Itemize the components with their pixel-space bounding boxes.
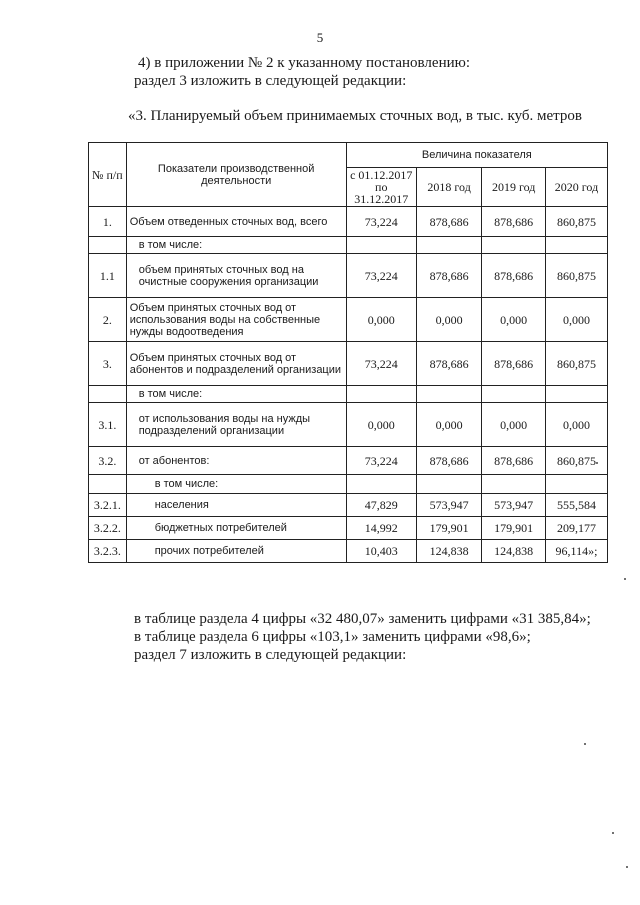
row-name: бюджетных потребителей	[126, 517, 346, 540]
row-value	[482, 237, 546, 254]
row-num: 2.	[89, 298, 127, 342]
row-value	[545, 475, 607, 494]
row-value: 0,000	[545, 403, 607, 447]
intro-line-2: раздел 3 изложить в следующей редакции:	[134, 73, 407, 89]
intro-paragraph	[134, 54, 470, 90]
row-value	[545, 237, 607, 254]
table-row	[89, 254, 608, 298]
table-row	[89, 540, 608, 563]
row-name: Объем принятых сточных вод от использования воды на собственные нужды водоотведения	[126, 298, 346, 342]
intro-line-1: 4) в приложении № 2 к указанному постановлению:	[138, 55, 470, 71]
table-row	[89, 386, 608, 403]
row-value	[346, 386, 416, 403]
scan-speck	[612, 832, 614, 834]
row-value: 179,901	[482, 517, 546, 540]
row-num: 3.	[89, 342, 127, 386]
header-period-2: 2018 год	[416, 168, 481, 207]
row-value: 124,838	[416, 540, 481, 563]
row-num	[89, 386, 127, 403]
row-value: 878,686	[416, 254, 481, 298]
amendment-line-3: раздел 7 изложить в следующей редакции:	[134, 647, 407, 663]
row-num: 3.1.	[89, 403, 127, 447]
row-name: в том числе:	[126, 386, 346, 403]
row-value: 47,829	[346, 494, 416, 517]
row-value: 124,838	[482, 540, 546, 563]
table-row	[89, 447, 608, 475]
amendment-paragraph	[134, 610, 591, 664]
row-num: 3.2.	[89, 447, 127, 475]
header-value-group: Величина показателя	[346, 143, 607, 168]
table-header-row	[89, 143, 608, 168]
row-value: 0,000	[346, 298, 416, 342]
table-title: «3. Планируемый объем принимаемых сточных вод, в тыс. куб. метров	[128, 108, 582, 124]
row-num: 3.2.3.	[89, 540, 127, 563]
row-name: в том числе:	[126, 475, 346, 494]
row-value: 0,000	[416, 298, 481, 342]
row-value	[416, 386, 481, 403]
row-value: 878,686	[482, 342, 546, 386]
row-value: 209,177	[545, 517, 607, 540]
row-value: 573,947	[416, 494, 481, 517]
header-period-3: 2019 год	[482, 168, 546, 207]
row-value	[545, 386, 607, 403]
row-value	[346, 475, 416, 494]
row-num: 3.2.2.	[89, 517, 127, 540]
row-value: 878,686	[482, 207, 546, 237]
row-value: 878,686	[416, 207, 481, 237]
row-value	[416, 237, 481, 254]
row-value: 878,686	[416, 447, 481, 475]
scan-speck	[596, 462, 598, 464]
scan-speck	[624, 578, 626, 580]
row-name: Объем принятых сточных вод от абонентов и подразделений организации	[126, 342, 346, 386]
row-value: 0,000	[545, 298, 607, 342]
row-name: прочих потребителей	[126, 540, 346, 563]
row-value: 860,875	[545, 342, 607, 386]
page-number: 5	[316, 30, 324, 45]
row-name: населения	[126, 494, 346, 517]
row-value: 573,947	[482, 494, 546, 517]
row-value: 878,686	[416, 342, 481, 386]
wastewater-volume-table	[88, 142, 608, 563]
row-value: 73,224	[346, 342, 416, 386]
row-name: в том числе:	[126, 237, 346, 254]
table-row	[89, 517, 608, 540]
table-row	[89, 207, 608, 237]
row-value: 179,901	[416, 517, 481, 540]
table-row	[89, 475, 608, 494]
amendment-line-1: в таблице раздела 4 цифры «32 480,07» заменить цифрами «31 385,84»;	[134, 611, 591, 627]
row-num: 3.2.1.	[89, 494, 127, 517]
row-value: 555,584	[545, 494, 607, 517]
row-value	[482, 386, 546, 403]
row-value: 860,875	[545, 254, 607, 298]
scan-speck	[626, 866, 628, 868]
row-value: 0,000	[416, 403, 481, 447]
header-period-1: с 01.12.2017 по 31.12.2017	[346, 168, 416, 207]
row-value: 14,992	[346, 517, 416, 540]
table-row	[89, 298, 608, 342]
row-num: 1.1	[89, 254, 127, 298]
row-name: Объем отведенных сточных вод, всего	[126, 207, 346, 237]
row-num	[89, 475, 127, 494]
table-row	[89, 403, 608, 447]
row-num: 1.	[89, 207, 127, 237]
row-value	[416, 475, 481, 494]
row-value: 96,114»;	[545, 540, 607, 563]
row-value: 73,224	[346, 254, 416, 298]
row-value: 878,686	[482, 447, 546, 475]
row-value: 10,403	[346, 540, 416, 563]
header-indicator: Показатели производственной деятельности	[126, 143, 346, 207]
row-value	[482, 475, 546, 494]
row-num	[89, 237, 127, 254]
row-value: 73,224	[346, 447, 416, 475]
row-value: 860,875	[545, 207, 607, 237]
row-value: 878,686	[482, 254, 546, 298]
table-row	[89, 494, 608, 517]
row-value: 860,875	[545, 447, 607, 475]
row-value: 0,000	[482, 403, 546, 447]
scan-speck	[584, 743, 586, 745]
row-name: от абонентов:	[126, 447, 346, 475]
row-name: от использования воды на нужды подразделений организации	[126, 403, 346, 447]
table-row	[89, 237, 608, 254]
amendment-line-2: в таблице раздела 6 цифры «103,1» заменить цифрами «98,6»;	[134, 629, 531, 645]
row-name: объем принятых сточных вод на очистные сооружения организации	[126, 254, 346, 298]
row-value: 0,000	[482, 298, 546, 342]
table-row	[89, 342, 608, 386]
row-value	[346, 237, 416, 254]
header-num: № п/п	[89, 143, 127, 207]
header-period-4: 2020 год	[545, 168, 607, 207]
row-value: 0,000	[346, 403, 416, 447]
row-value: 73,224	[346, 207, 416, 237]
